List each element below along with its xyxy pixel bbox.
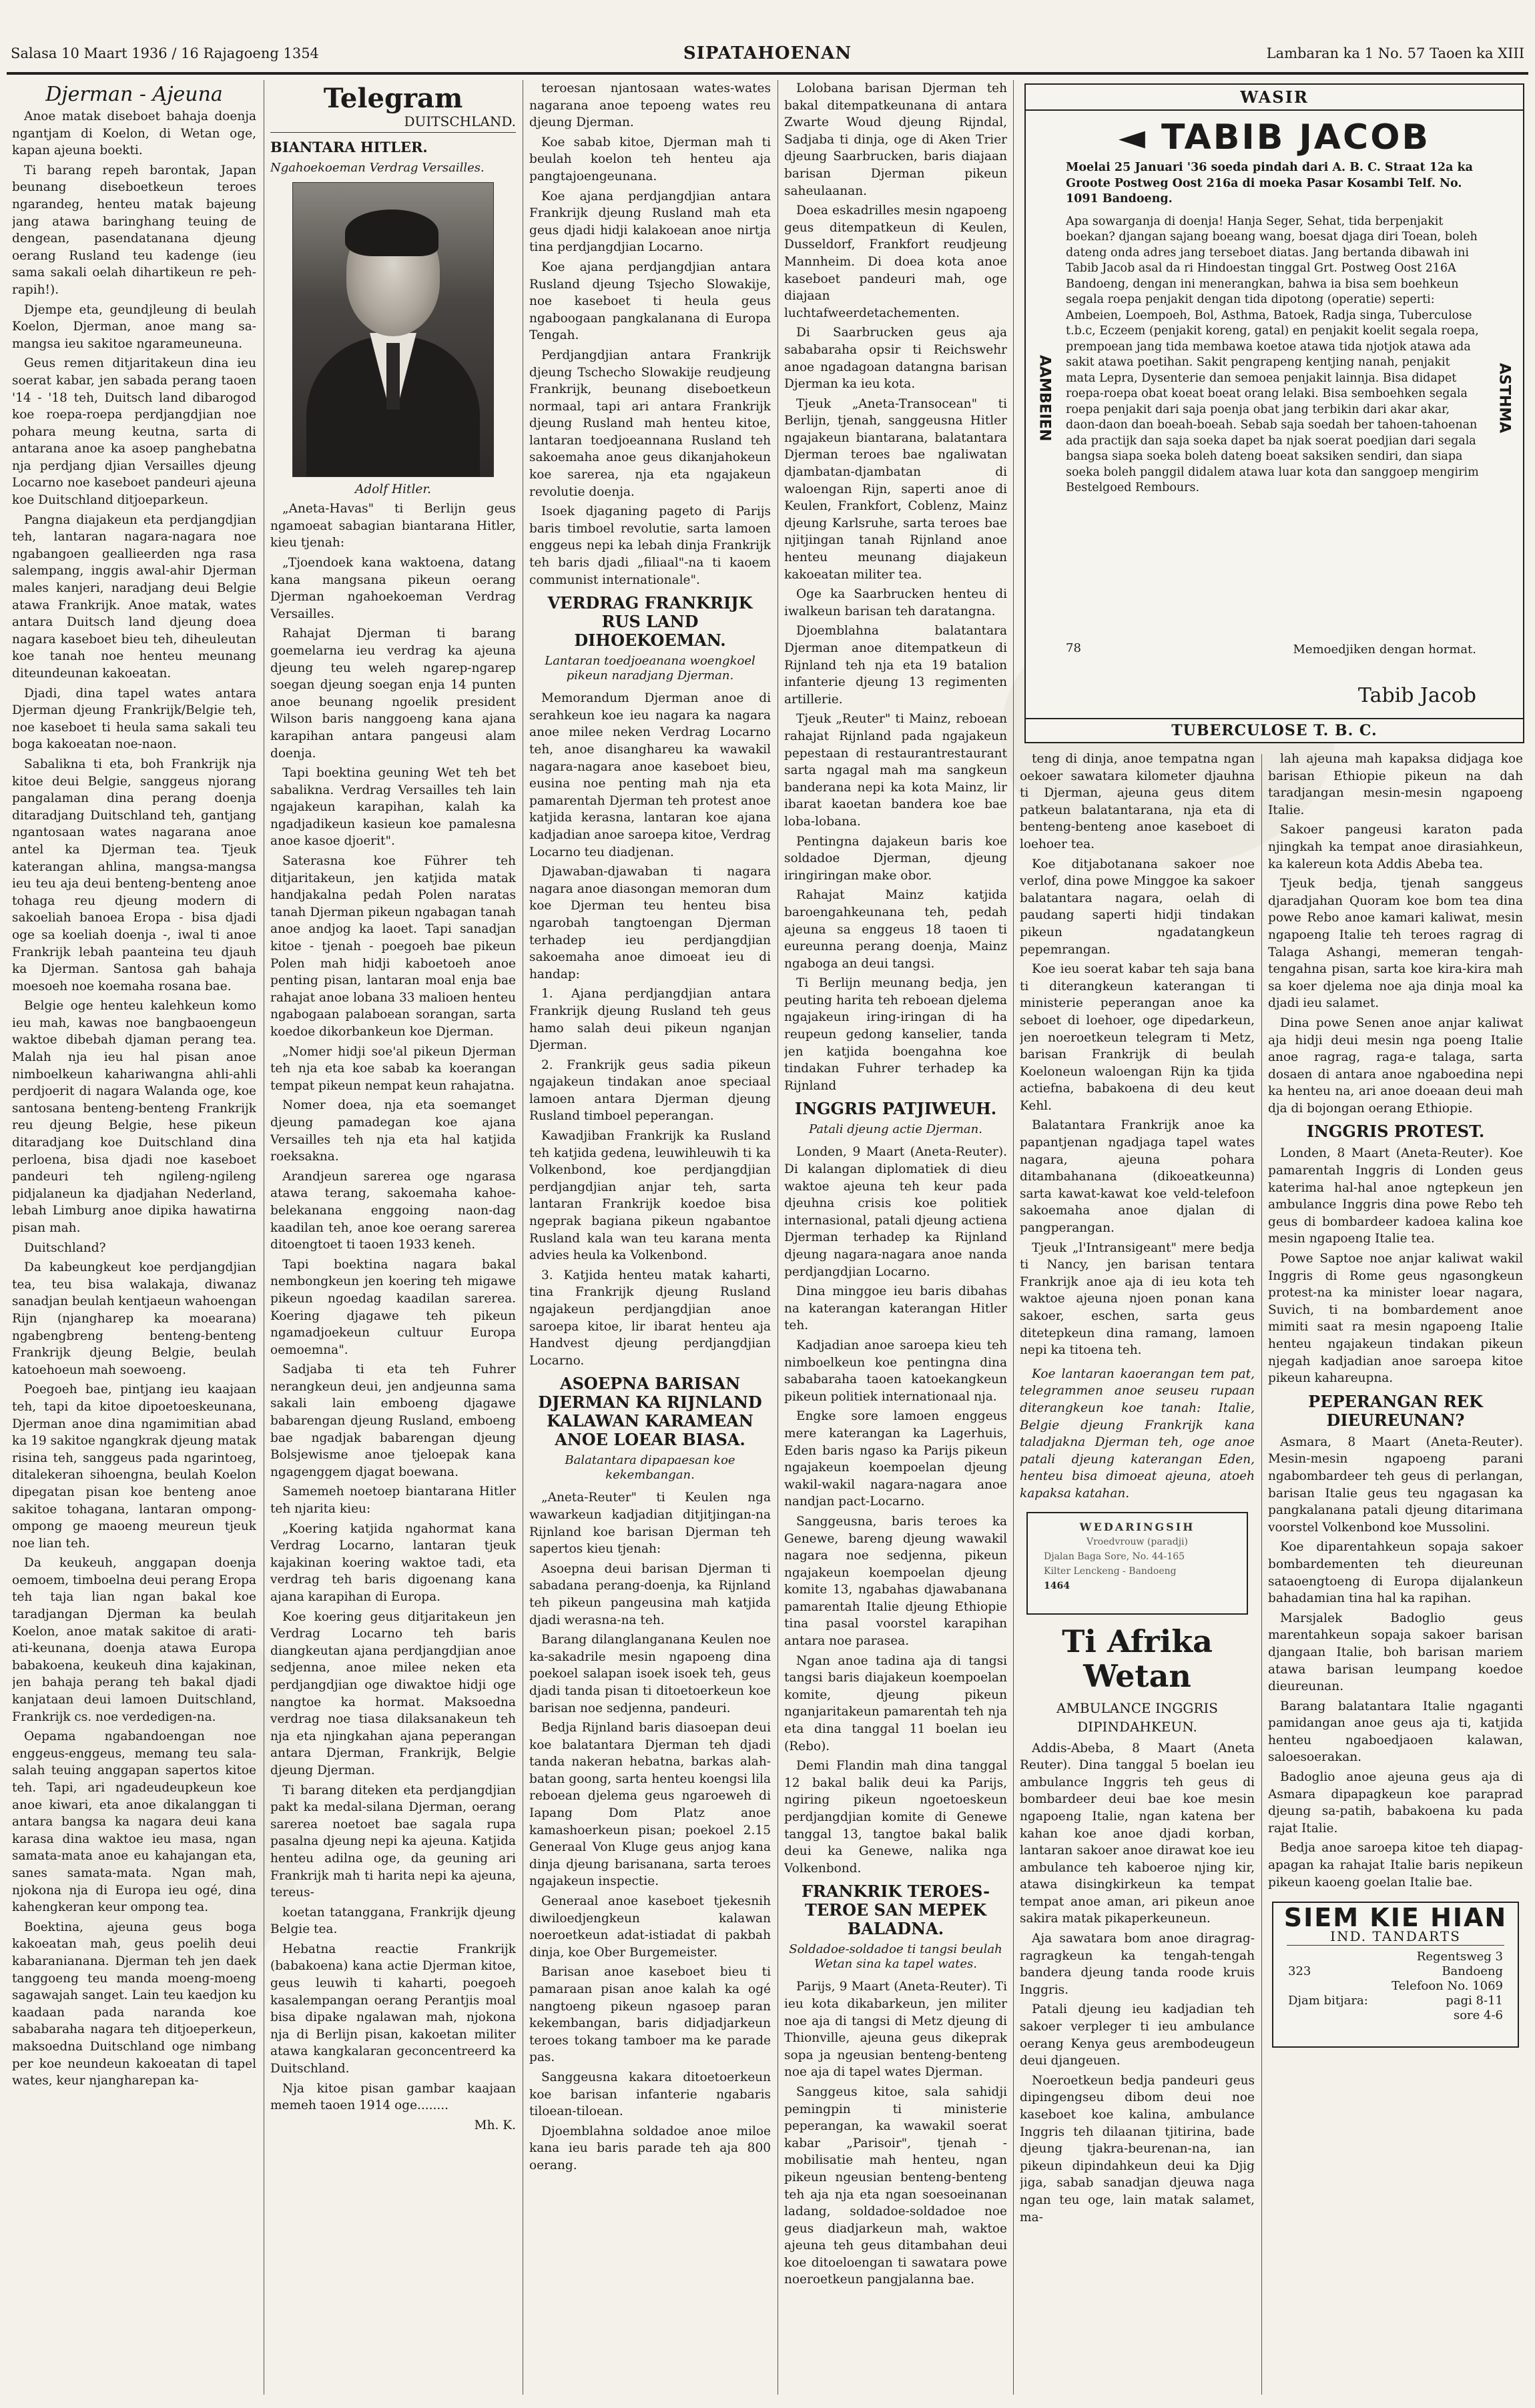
paragraph: Generaal anoe kaseboet tjekesnih diwiloedjengkeun kalawan noeroetkeun adat-istiadat di pakbah dinja, koe Ober Burgemeister. (529, 1894, 771, 1960)
article-body-afrika (1020, 1740, 1255, 2227)
telegram-heading: Telegram (323, 83, 463, 114)
article-title-inggris-patjiweuh: INGGRIS PATJIWEUH. (794, 1099, 997, 1119)
paragraph: Bedja anoe saroepa kitoe teh diapag-apagan ka rahajat Italie baris nepikeun pikeun kaoeng goelan Italie bae. (1268, 1841, 1523, 1890)
paragraph: Aja sawatara bom anoe diragrag-ragragkeun ka tengah-tengah bandera djeung tanda roode kruis Inggris. (1020, 1932, 1255, 1997)
paragraph: Koe ieu soerat kabar teh saja bana ti diterangkeun katerangan ti ministerie peperangan anoe ka seboet di loehoer, oge dipedarkeun, jen noeroetkeun telegram ti Metz, barisan Frankrijk di beulah Koeloneun waloengan Rijn ka tjida actiefna, babakoena di deu keut Kehl. (1020, 962, 1255, 1113)
paragraph: Sabalikna ti eta, boh Frankrijk nja kitoe deui Belgie, sanggeus njorang pangalaman dina perang doenja ditaradjang Duitschland teh, gantjang ngantosaan wates nagarana anoe antel ka Djerman tea. Tjeuk katerangan ahlina, mangsa-mangsa ieu teu aja deui benteng-benteng anoe tohaga reu djeung modern di sakoeliah banoea Eropa - bisa djadi oge sa koeliah doenja -, iwal ti anoe Frankrijk lebah paanteina teu djauh ka Djerman. Santosa gah bahaja moesoeh noe koemaha rosana bae. (12, 757, 256, 993)
article-subtitle-ambulance: AMBULANCE INGGRIS DIPINDAHKEUN. (1056, 1699, 1218, 1735)
paragraph: Da kabeungkeut koe perdjangdjian tea, teu bisa walakaja, diwanaz sanadjan beulah kentjaeun wahoengan Rijn (njangharep ka moearana) ngabengbreng benteng-benteng Frankrijk djeung Belgie, beulah katoehoeun mah soewoeng. (12, 1260, 256, 1377)
paragraph: Asmara, 8 Maart (Aneta-Reuter). Mesin-mesin ngapoeng parani ngabombardeer teh geus di perlangan, barisan Italie geus teu ngagasan ka pangkalanana patali djeung ditarimana voorstel Volkenbond koe Mussolini. (1268, 1435, 1523, 1535)
paragraph: Patali djeung ieu kadjadian teh sakoer verpleger ti ieu ambulance oerang Kenya geus arembodeugeun deui djangeuen. (1020, 2002, 1255, 2068)
paragraph: Hebatna reactie Frankrijk (babakoena) kana actie Djerman kitoe, geus leuwih ti kaharti, poegoeh kasalempangan oerang Perantjis moal bisa dipake ngalawan mah, njokona nja di Berlijn pisan, kakoetan militer atawa kangkalaran geconcentreerd ka Duitschland. (270, 1942, 516, 2076)
article-title-asoepna-barisan: ASOEPNA BARISAN DJERMAN KA RIJNLAND KALAWAN KARAMEAN ANOE LOEAR BIASA. (538, 1374, 762, 1450)
paragraph: Sakoer pangeusi karaton pada njingkah ka tempat anoe dirasiahkeun, ka kalereun kota Addis Abeba tea. (1268, 823, 1523, 871)
paragraph: Dina powe Senen anoe anjar kaliwat aja hidji deui mesin nga poeng Italie anoe ragrag, raga-e talaga, sarta dosaen di antara anoe ngaboedina nepi ka henteu na, ari anoe doeaan deui mah dja di bojongan oerang Ethiopie. (1268, 1016, 1523, 1116)
paragraph: Lolobana barisan Djerman teh bakal ditempatkeunana di antara Zwarte Woud djeung Rijndal, Sadjaba ti dinja, oge di Aken Trier djeung Saarbrucken, baris diajaan barisan Djerman pikeun saheulaanan. (784, 81, 1007, 198)
paragraph: Da keukeuh, anggapan doenja oemoem, timboelna deui perang Eropa teh taja lian ngan bakal koe taradjangan Djerman ka beulah Koelon, anoe matak sakitoe di arati-ati-keunana, doenja atawa Europa babakoena, keukeuh dina kajakinan, jen bahaja perang teh bakal djadi kanjataan deui lamoen Duitschland, Frankrijk cs. noe verdedigen-na. (12, 1556, 256, 1724)
paragraph: Koe diparentahkeun sopaja sakoer bombardementen teh dieureunan sataoengtoeng di Europa dijalankeun bahadamian tina hal ka rapihan. (1268, 1540, 1523, 1606)
ad-siem-city: Bandoeng (1442, 1964, 1503, 1979)
article-subtitle-verdrag: Lantaran toedjoeanana woengkoel pikeun naradjang Djerman. (545, 654, 755, 683)
paragraph: Ngan anoe tadina aja di tangsi tangsi baris diajakeun koempoelan komite, djeung pikeun nganjaritakeun pamarentah teh nja eta dina tanggal 11 boelan ieu (Rebo). (784, 1653, 1007, 1753)
author-signature: Mh. K. (474, 2118, 516, 2132)
paragraph: Nja kitoe pisan gambar kaajaan memeh taoen 1914 oge........ (270, 2081, 516, 2113)
paragraph: Djempe eta, geundjleung di beulah Koelon, Djerman, anoe mang sa-mangsa ieu sakitoe ngarameuneuna. (12, 302, 256, 351)
paragraph: Tapi boektina nagara bakal nembongkeun jen koering teh migawe pikeun ngoedag kaadilan sarerea. Koering djagawe teh pikeun ngamadjoekeun cultuur Europa oemoemna". (270, 1257, 516, 1357)
column-2 (270, 80, 516, 2395)
column-3 (529, 80, 771, 2395)
article-body-peperangan (1268, 1434, 1523, 1891)
column-1 (12, 80, 256, 2395)
paragraph: teng di dinja, anoe tempatna ngan oekoer sawatara kilometer djauhna ti Djerman, ajeuna geus ditem patkeun balatantarana, nja eta di benteng-benteng anoe kaseboet di loehoer tea. (1020, 752, 1255, 851)
paragraph: 2. Frankrijk geus sadia pikeun ngajakeun tindakan anoe speciaal lamoen antara Djerman djeung Rusland timboel peperangan. (529, 1058, 771, 1124)
paragraph: Ti Berlijn meunang bedja, jen peuting harita teh reboean djelema ngajakeun iring-iringan di ha reupeun gedong kanselier, tanda jen katjida boengahna koe tindakan Fuhrer terhadep ka Rijnland (784, 976, 1007, 1093)
ad-bottomline: TUBERCULOSE T. B. C. (1026, 718, 1523, 742)
paragraph: Tjeuk bedja, tjenah sanggeus djaradjahan Quoram koe bom tea dina powe Rebo anoe kamari kaliwat, mesin ngapoeng Italie teh teroes ragrag di Talaga Ashangi, memeran tengah-tengahna pisan, sarta koe kira-kira mah sa koer djelema noe aja dinja moal ka djadi ieu salamet. (1268, 877, 1523, 1011)
paragraph: Marsjalek Badoglio geus marentahkeun sopaja sakoer barisan djangaan Italie, boh barisan mariem atawa barisan leumpang koedoe dieureunan. (1268, 1611, 1523, 1694)
paragraph: Djawaban-djawaban ti nagara nagara anoe diasongan memoran dum koe Djerman teu henteu bisa ngarobah tangtoengan Djerman terhadep ieu perdjangdjian sakoemaha anoe dimoeat ieu di handap: (529, 865, 771, 981)
paragraph: Balatantara Frankrijk anoe ka papantjenan ngadjaga tapel wates nagara, ajeuna pohara ditambahanana (dikoeatkeunna) sarta kawat-kawat koe veld-telefoon sakoemaha anoe djalan di pangperangan. (1020, 1118, 1255, 1236)
column-5 (1020, 751, 1255, 2395)
ad-side-left: AAMBEIEN (1036, 355, 1053, 442)
paragraph: Sadjaba ti eta teh Fuhrer nerangkeun deui, jen andjeunna sama sakali lain emboeng djagawe babarengan djeung Rusland, emboeng bae ngadjak babarengan djeung Bolsjewisme anoe tjeloepak kana ngagenggem djagat boewana. (270, 1362, 516, 1479)
ad-weda-phone: 1464 (1044, 1580, 1070, 1591)
paragraph: Memorandum Djerman anoe di serahkeun koe ieu nagara ka nagara anoe milee neken Verdrag Locarno teh, anoe disanghareu ka wawakil nagara-nagara anoe kaseboet bieu, eusina noe penting mah nja eta pamarentah Djerman teh protest anoe katjida kerasna, lantaran koe ajana kadjadian anoe saroepa kitoe, Verdrag Locarno teu diadjenan. (529, 691, 771, 859)
issue-number: Lambaran ka 1 No. 57 Taoen ka XIII (1266, 45, 1524, 61)
paragraph: Powe Saptoe noe anjar kaliwat wakil Inggris di Rome geus ngasongkeun protest-na ka minister loear nagara, Suvich, ti na bombardement anoe mimiti saat ra mesin ngapoeng Italie henteu ngajakeun tindakan pikeun njegah kadjadian anoe saroepa kitoe pikeun kahareupna. (1268, 1252, 1523, 1386)
advertisement-tabib-jacob (1024, 83, 1524, 743)
ad-signature: Tabib Jacob (1357, 684, 1476, 707)
paragraph: Ti barang repeh barontak, Japan beunang diseboetkeun teroes ngarandeg, henteu matak bajeung jang atawa baringhang teuing de dengean, pasendatanana djeung oerang Rusland teu kadenge (ieu sama sakali oelah dihartikeun re peh-rapih!). (12, 163, 256, 297)
ad-siem-street: Regentsweg 3 (1416, 1950, 1503, 1964)
paragraph: Oepama ngabandoengan noe enggeus-enggeus, memang teu sala-salah teuing anggapan sapertos kitoe teh. Tapi, ari ngadeudeupkeun koe anoe kiwari, eta anoe dikalanggan ti antara bangsa ka nagara deui kana karasa dina waktoe ieu masa, ngan samata-mata anoe eu kahajangan eta, sanes samata-mata. Ngan mah, njokona nja di Europa ieu ogé, dina kahengkeran keur ompong tea. (12, 1729, 256, 1915)
paragraph: Kadjadian anoe saroepa kieu teh nimboelkeun koe pentingna dina sababaraha taoen katoekangkeun pikeun politiek internationaal nja. (784, 1338, 1007, 1404)
paragraph: Barisan anoe kaseboet bieu ti pamaraan pisan anoe kalah ka ogé nangtoeng pikeun ngasoep paran kekembangan, baris didjadjarkeun teroes tokang tamboer ma ke parade pas. (529, 1965, 771, 2065)
article-title-afrika-wetan: Ti Afrika Wetan (1062, 1623, 1213, 1694)
paragraph: 1. Ajana perdjangdjian antara Frankrijk djeung Rusland teh geus hamo salah deui pikeun nganjan Djerman. (529, 987, 771, 1053)
paragraph: teroesan njantosaan wates-wates nagarana anoe tepoeng wates reu djeung Djerman. (529, 81, 771, 130)
article-title-verdrag: VERDRAG FRANKRIJK RUS LAND DIHOEKOEMAN. (547, 593, 753, 651)
paragraph: Boektina, ajeuna geus boga kakoeatan mah, geus poelih deui kabaranianana. Djerman teh jen daek tanggoeng teu manda moeng-moeng sagawajah sanget. Lain teu kaedjon ku kaadaan pada naranda koe sababaraha nagara teh ditjoeperkeun, maksoedna Duitschland oge nimbang per koe neundeun kakoeatan di tapel wates, keur njangharepan ka- (12, 1920, 256, 2088)
article-title-peperangan: PEPERANGAN REK DIEUREUNAN? (1308, 1391, 1483, 1430)
paragraph: Kawadjiban Frankrijk ka Rusland teh katjida gedena, leuwihleuwih ti ka Volkenbond, koe perdjangdjian perdjangdjian anjar teh, sarta lantaran Frankrijk koedoe bisa ngeprak bagiana pikeun ngabantoe Rusland kala wan teu karana menta advies heula ka Volkenbond. (529, 1129, 771, 1263)
ad-weda-line2: Djalan Baga Sore, No. 44-165 (1044, 1551, 1185, 1562)
paragraph: Noeroetkeun bedja pandeuri geus dipingengseu dibom deui noe kaseboet koe kalina, ambulance Inggris teh dilaanan tjitirina, bade djeung tjakra-beurenan-na, ian pikeun dipindahkeun deui ka Djig jiga, sabab sanadjan djeuwa naga ngan teu oge, lain matak salamet, ma- (1020, 2073, 1255, 2225)
paragraph: Samemeh noetoep biantarana Hitler teh njarita kieu: (270, 1485, 516, 1517)
article-subtitle-inggris: Patali djeung actie Djerman. (809, 1122, 982, 1137)
ad-body: Apa sowarganja di doenja! Hanja Seger, Sehat, tida berpenjakit boekan? djangan sajang boeang wang, boesat djaga diri Toean, boleh dateng onda adres jang terseboet diatas. Jang bertanda dibawah ini Tabib Jacob asal da ri Hindoestan tinggal Grt. Postweg Oost 216A Bandoeng, dengan ini menerangkan, bahwa ia bisa sem boehkeun segala roepa penjakit dengan tida dipotong (operatie) seperti: Ambeien, Loempoeh, Bol, Asthma, Batoek, Radja singa, Tuberculose t.b.c, Eczeem (penjakit koreng, gatal) en penjakit koelit segala roepa, prempoean jang tida membawa koetoe atawa tida njotjok atawa ada sakit atawa poetihan. Sakit pengrapeng kentjing nanah, penjakit mata Lepra, Dysenterie dan semoea penjakit lainnja. Bisa didapet roepa-roepa obat koeat boeat orang lelaki. Bisa semboehken segala roepa penjakit dari saja poenja obat jang terbikin dari akar akar, daon-daon dan boeah-boeah. Sebab saja soedah ber tahoen-tahoenan ada practijk dan saja soeka dapet ba njak soerat poedjian dari segala bangsa siapa soeka boleh dateng boeat saksiken sendiri, dan siapa soeka boleh panggil didalem atawa luar kota dan sanggoep mengirim Bestelgoed Rembours. (1066, 214, 1479, 494)
paragraph: Koe koering geus ditjaritakeun jen Verdrag Locarno teh baris diangkeutan ajana perdjangdjian anoe sedjenna, anoe milee neken eta perdjangdjian oge diwaktoe hidji oge nangtoe ka hormat. Maksoedna verdrag noe tiasa dilaksanakeun teh nja eta njingkahan ajana peperangan antara Djerman, Frankrijk, Belgie djeung Djerman. (270, 1609, 516, 1777)
ad-weda-line3: Kilter Lenckeng - Bandoeng (1044, 1565, 1177, 1577)
paragraph: Engke sore lamoen enggeus mere katerangan ka Lagerhuis, Eden baris ngaso ka Parijs pikeun ngajakeun koempoelan djeung wakil-wakil nagara-nagara anoe nandjan pact-Locarno. (784, 1409, 1007, 1509)
paragraph: Duitschland? (24, 1240, 106, 1255)
article-body-rijnland (784, 80, 1007, 1094)
article-title-djerman-ajeuna: Djerman - Ajeuna (45, 83, 223, 106)
editor-note: Koe lantaran kaoerangan tem pat, telegrammen anoe seuseu rupaan diterangkeun koe tanah: Italie, Belgie djeung Frankrijk kana taladjakna Djerman teh, oge anoe patali djeung katerangan Eden, henteu bisa dimoeat ajeuna, atoeh kapaksa katahan. (1020, 1366, 1255, 1501)
paragraph: Pentingna dajakeun baris koe soldadoe Djerman, djeung iringiringan make obor. (784, 834, 1007, 883)
paragraph: Ti barang diteken eta perdjangdjian pakt ka medal-silana Djerman, oerang sarerea noetoet bae sagala rupa pasalna djeung nepi ka ajeuna. Katjida henteu adilna oge, da geuning ari Frankrijk mah ti harita nepi ka ajeuna, tereus- (270, 1783, 516, 1900)
article-body-frankrik (784, 1978, 1007, 2289)
paragraph: Di Saarbrucken geus aja sababaraha opsir ti Reichswehr anoe ngadagoan datangna barisan Djerman ka ieu kota. (784, 326, 1007, 392)
paragraph: lah ajeuna mah kapaksa didjaga koe barisan Ethiopie pikeun na dah taradjangan mesin-mesin ngapoeng Italie. (1268, 752, 1523, 817)
article-body-inggris-protest (1268, 1145, 1523, 1386)
ad-weda-line1: Vroedvrouw (paradji) (1086, 1536, 1188, 1547)
column-6 (1268, 751, 1523, 2395)
ad-siem-number: 323 (1288, 1964, 1311, 1979)
paragraph: „Tjoendoek kana waktoena, datang kana mangsana pikeun oerang Djerman ngahoekoeman Verdrag Versailles. (270, 555, 516, 621)
paragraph: Sanggeusna kakara ditoetoerkeun koe barisan infanterie ngabaris tiloean-tiloean. (529, 2070, 771, 2119)
paragraph: Dina minggoe ieu baris dibahas na katerangan katerangan Hitler teh. (784, 1284, 1007, 1333)
masthead (7, 35, 1528, 75)
advertisement-siem-kie-hian (1272, 1902, 1519, 2048)
ad-siem-hours-label: Djam bitjara: (1288, 1994, 1368, 2008)
paragraph: Djadi, dina tapel wates antara Djerman djeung Frankrijk/Belgie teh, noe kaseboet ti heula sama sakali teu boga kakoeatan noe-naon. (12, 686, 256, 752)
paragraph: Djoemblahna soldadoe anoe miloe kana ieu baris parade teh aja 800 oerang. (529, 2124, 771, 2172)
paragraph: Asoepna deui barisan Djerman ti sabadana perang-doenja, ka Rijnland teh pikeun pangeusina mah katjida djadi werasna-na teh. (529, 1561, 771, 1627)
paragraph: Perdjangdjian antara Frankrijk djeung Tschecho Slowakije reudjeung Frankrijk, beunang diseboetkeun normaal, tapi ari antara Frankrijk djeung Rusland mah henteu kitoe, lantaran toedjoeannana Rusland teh sakoemaha anoe geus dikanjahokeun koe sarerea, nja eta ngajakeun revolutie doenja. (529, 348, 771, 499)
paragraph: Addis-Abeba, 8 Maart (Aneta Reuter). Dina tanggal 5 boelan ieu ambulance Inggris teh geus di bombardeer deui bae koe mesin ngapoeng Italie, ngan katena ber kahan koe anoe djadi korban, lantaran sakoer anoe dirawat koe ieu ambulance teh kaboeroe njing kir, atawa disingkirkeun ka tempat tempat anoe aman, ari pikeun anoe sakira matak pikaperkeuneun. (1020, 1741, 1255, 1926)
paragraph: Demi Flandin mah dina tanggal 12 bakal balik deui ka Parijs, ngiring pikeun ngoetoeskeun perdjangdjian komite di Genewe tanggal 13, tangtoe bakal balik deui ka Genewe, nalika nga Volkenbond. (784, 1759, 1007, 1876)
paragraph: Nomer doea, nja eta soemanget djeung pamadegan koe ajana Versailles teh nja eta hal katjida roeksakna. (270, 1098, 516, 1164)
ad-siem-hours2: sore 4-6 (1453, 2008, 1503, 2023)
paragraph: Belgie oge henteu kalehkeun komo ieu mah, kawas noe bangbaoengeun waktoe dibebah djaman perang tea. Malah nja ieu hal pisan anoe nimboelkeun kahariwangna ahli-ahli perdjoerit di nagara Walanda oge, koe santosana benteng-benteng Frankrijk reu djeung Belgie, hese pikeun ditaradjang koe Duitschland dina perloena, bisa djadi noe kaseboet pandeuri teh ngileng-ngileng pidjalaneun ka djadjahan Nederland, lebah Limburg anoe dipika hawatirna pisan mah. (12, 999, 256, 1235)
hitler-portrait-photo (292, 182, 494, 477)
ad-siem-name: SIEM KIE HIAN (1283, 1903, 1508, 1933)
paragraph: Londen, 8 Maart (Aneta-Reuter). Koe pamarentah Inggris di Londen geus katerima hal-hal anoe ngtepkeun jen ambulance Inggris dina powe Rebo teh geus di bombardeer kadoea kalina koe mesin ngapoeng Italie tea. (1268, 1146, 1523, 1246)
article-body-continued (529, 80, 771, 588)
paragraph: Londen, 9 Maart (Aneta-Reuter). Di kalangan diplomatiek di dieu waktoe ajeuna teh keur pada djeuhna crisis koe politiek internasional, patali djeung actiena Djerman terhadep ka Rijnland djeung nagara-nagara anoe nanda perdjangdjian Locarno. (784, 1145, 1007, 1279)
advertisement-wedaringsih (1026, 1512, 1248, 1615)
paragraph: Tjeuk „Aneta-Transocean" ti Berlijn, tjenah, sanggeusna Hitler ngajakeun biantarana, balatantara Djerman teroes bae ngaliwatan djambatan-djambatan di waloengan Rijn, saperti anoe di Keulen, Frankfort, Coblenz, Mainz djeung Karlsruhe, sarta teroes bae njitjingan tanah Rijnland anoe henteu meunang diajakeun kakoeatan militer tea. (784, 396, 1007, 582)
issue-date: Salasa 10 Maart 1936 / 16 Rajagoeng 1354 (11, 45, 319, 61)
article-title-inggris-protest: INGGRIS PROTEST. (1306, 1122, 1485, 1142)
ad-memo: Memoedjiken dengan hormat. (1293, 643, 1476, 657)
newspaper-title: SIPATAHOENAN (683, 43, 852, 63)
paragraph: 3. Katjida henteu matak kaharti, tina Frankrijk djeung Rusland ngajakeun perdjangdjian anoe saroepa kitoe, lir ibarat henteu aja Handvest djeung perdjangdjian Locarno. (529, 1268, 771, 1368)
paragraph: Koe ajana perdjangdjian antara Frankrijk djeung Rusland mah eta geus djadi hidji kalakoean anoe nirtja tina perdjangdjian Locarno. (529, 189, 771, 255)
paragraph: Koe ditjabotanana sakoer noe verlof, dina powe Minggoe ka sakoer balatantara nagara, oelah di paudang saperti hidji tindakan pikeun ngadatangkeun pepemrangan. (1020, 857, 1255, 957)
ad-side-right: ASTHMA (1496, 363, 1513, 434)
article-subtitle-hitler: Ngahoekoeman Verdrag Versailles. (270, 160, 485, 175)
paragraph: Pangna diajakeun eta perdjangdjian teh, lantaran nagara-nagara noe ngabangoen geallieerden nga rasa salempang, inggis awal-ahir Djerman males kanjeri, naradjang deui Belgie atawa Frankrijk. Anoe matak, wates antara Duitsch land djeung doea nagara kaseboet bieu teh, diheuleutan koe tanah noe henteu meunang diteundeunan kakoeatan. (12, 512, 256, 681)
photo-caption: Adolf Hitler. (354, 482, 432, 496)
article-body-afrika-continued (1268, 751, 1523, 1117)
paragraph: Rahajat Mainz katjida baroengahkeunana teh, pedah ajeuna sa enggeus 18 taoen ti eureunna perang doenja, Mainz ngaboga an deui tangsi. (784, 888, 1007, 971)
ad-siem-hours1: pagi 8-11 (1446, 1994, 1503, 2008)
ad-siem-sub: IND. TANDARTS (1287, 1928, 1504, 1946)
article-body-djerman-ajeuna (12, 108, 256, 2090)
article-title-biantara-hitler: BIANTARA HITLER. (270, 138, 428, 155)
paragraph: Rahajat Djerman ti barang goemelarna ieu verdrag ka ajeuna djeung teu weleh ngarep-ngarep soegan djeung soegan enja 14 punten anoe beunang ngoelik president Wilson baris nanggoeng kana ajana karapihan antara pangeusi alam doenja. (270, 627, 516, 761)
paragraph: Poegoeh bae, pintjang ieu kaajaan teh, tapi da kitoe dipoetoeskeunana, Djerman anoe dina ngamimitian abad ka 19 sakitoe ngangkrak djeung matak risina teh, sanggeus pada ngarintoeg, ditalekeran sihoengna, beulah Koelon dipegatan pisan koe benteng anoe sakitoe tohagana, lantaran ompong-ompong ge maoeng meureun tjeuk noe lian teh. (12, 1382, 256, 1551)
paragraph: Badoglio anoe ajeuna geus aja di Asmara dipapagkeun koe paraprad djeung sa-patih, babakoena ku pada rajat Italie. (1268, 1770, 1523, 1836)
paragraph: Tapi boektina geuning Wet teh bet sabalikna. Verdrag Versailles teh lain ngajakeun karapihan, kalah ka ngadjadikeun kasieun koe pamalesna anoe kasoe djoerit". (270, 766, 516, 849)
ad-weda-title: WEDARINGSIH (1079, 1520, 1195, 1533)
paragraph: „Aneta-Reuter" ti Keulen nga wawarkeun kadjadian ditjitjingan-na Rijnland koe barisan Djerman teh sapertos kieu tjenah: (529, 1491, 771, 1557)
telegram-country: DUITSCHLAND. (270, 113, 516, 133)
article-subtitle-asoepna: Balatantara dipapaesan koe kekembangan. (565, 1453, 735, 1483)
paragraph: Djoemblahna balatantara Djerman anoe ditempatkeun di Rijnland teh nja eta 19 batalion infanterie djeung 13 regimenten artillerie. (784, 624, 1007, 707)
article-body-frankrik-continued (1020, 751, 1255, 1359)
paragraph: Geus remen ditjaritakeun dina ieu soerat kabar, jen sabada perang taoen '14 - '18 teh, Duitsch land dibarogod koe roepa-roepa perdjangdjian noe pohara meung keutna, sarta di antarana anoe ka asoep panghebatna nja perdjang djian Versailles djeung Locarno noe kaseboet pandeuri ajeuna koe Duitschland ditjoeparkeun. (12, 356, 256, 508)
paragraph: Tjeuk „l'Intransigeant" mere bedja ti Nancy, jen barisan tentara Frankrijk anoe aja di ieu kota teh waktoe ajeuna njoen ponan kana sakoer, eschen, sarta geus ditetepkeun dina ramang, lamoen nepi ka titoena teh. (1020, 1240, 1255, 1358)
paragraph: Barang balatantara Italie ngaganti pamidangan anoe geus aja ti, katjida henteu ngaboedjaoen kalawan, saloesoerakan. (1268, 1699, 1523, 1765)
paragraph: Arandjeun sarerea oge ngarasa atawa terang, sakoemaha kahoe-belekanana enggoing naon-dag kaadilan teh, anoe koe oerang sarerea ditoengtoet ti taoen 1933 keneh. (270, 1169, 516, 1252)
paragraph: Anoe matak diseboet bahaja doenja ngantjam di Koelon, di Wetan oge, kapan ajeuna boekti. (12, 109, 256, 158)
paragraph: Sanggeusna, baris teroes ka Genewe, bareng djeung wawakil nagara noe sedjenna, pikeun ngajakeun koempoelan djeung komite 13, ngabahas djawabanana pamarentah Italie djeung Ethiopie tina pasal voorstel karapihan antara noe parasea. (784, 1514, 1007, 1649)
paragraph: „Aneta-Havas" ti Berlijn geus ngamoeat sabagian biantarana Hitler, kieu tjenah: (270, 502, 516, 550)
paragraph: Koe sabab kitoe, Djerman mah ti beulah koelon teh henteu aja pangtajoengeunana. (529, 135, 771, 183)
paragraph: Sanggeus kitoe, sala sahidji pemingpin ti ministerie peperangan, ka wawakil soerat kabar „Parisoir", tjenah - mobilisatie mah henteu, ngan pikeun ngeusian benteng-benteng teh aja nja eta ngan soesoeinanan ladang, soldadoe-soldadoe noe geus diadjarkeun mah, waktoe ajeuna teh geus ditambahan deui koe ditoeloengan ti sawatara powe noeroetkeun pangjalanna bae. (784, 2084, 1007, 2287)
article-subtitle-frankrik: Soldadoe-soldadoe ti tangsi beulah Wetan sina ka tapel wates. (789, 1942, 1002, 1972)
paragraph: „Koering katjida ngahormat kana Verdrag Locarno, lantaran tjeuk kajakinan koering waktoe tadi, eta verdrag teh baris digoenang kana ajana karapihan di Europa. (270, 1521, 516, 1604)
paragraph: Barang dilanglanganana Keulen noe ka-sakadrile mesin ngapoeng dina poekoel salapan isoek isoek teh, geus djadi tanda pisan ti ditoetoerkeun koe barisan noe sedjenna, pandeuri. (529, 1633, 771, 1715)
ad-brand: ◄ TABIB JACOB (1118, 117, 1431, 157)
ad-siem-phone: Telefoon No. 1069 (1392, 1979, 1503, 1994)
ad-address: Moelai 25 Januari '36 soeda pindah dari A. B. C. Straat 12a ka Groote Postweg Oost 216a di moeka Pasar Kosambi Telf. No. 1091 Bandoeng. (1066, 161, 1473, 206)
article-body-inggris (784, 1144, 1007, 1877)
ad-topline: WASIR (1026, 85, 1523, 111)
article-body-hitler (270, 500, 516, 2114)
article-body-asoepna (529, 1489, 771, 2174)
ad-number: 78 (1066, 641, 1081, 655)
article-body-verdrag (529, 690, 771, 1369)
paragraph: Doea eskadrilles mesin ngapoeng geus ditempatkeun di Keulen, Dusseldorf, Frankfort reudjeung Mannheim. Di doea kota anoe kaseboet pandeuri mah, oge diajaan luchtafweerdetachementen. (784, 204, 1007, 320)
paragraph: „Nomer hidji soe'al pikeun Djerman teh nja eta koe sabab ka koerangan tempat pikeun nempat keun rahajatna. (270, 1044, 516, 1093)
paragraph: Tjeuk „Reuter" ti Mainz, reboean rahajat Rijnland pada ngajakeun pepestaan di restaurantrestaurant sarta ngagal mah ma sangkeun banderana nepi ka kota Mainz, lir ibarat kaoetan bandera koe bae loba-lobana. (784, 712, 1007, 829)
paragraph: koetan tatanggana, Frankrijk djeung Belgie tea. (270, 1905, 516, 1937)
paragraph: Oge ka Saarbrucken henteu di iwalkeun barisan teh daratangna. (784, 587, 1007, 619)
column-4 (784, 80, 1007, 2395)
paragraph: Bedja Rijnland baris diasoepan deui koe balatantara Djerman teh djadi tanda nakeran hebatna, barkas alah-batan goong, sarta henteu koengsi lila reboean djelema geus ngaroeweh di Iapang Dom Platz anoe kamashoerkeun pisan; poekoel 2.15 Generaal Von Kluge geus anjog kana dinja djeung barisanana, sarta teroes ngajakeun inspectie. (529, 1721, 771, 1889)
article-title-frankrik: FRANKRIK TEROES-TEROE SAN MEPEK BALADNA. (801, 1882, 990, 1939)
paragraph: Koe ajana perdjangdjian antara Rusland djeung Tsjecho Slowakije, noe kaseboet ti heula geus ngaboogaan pangkalanana di Europa Tengah. (529, 260, 771, 343)
paragraph: Parijs, 9 Maart (Aneta-Reuter). Ti ieu kota dikabarkeun, jen militer noe aja di tangsi di Metz djeung di Thionville, ajeuna geus dikeprak sopa ja ngeusian benteng-benteng noe aja di tapel wates Djerman. (784, 1980, 1007, 2080)
paragraph: Saterasna koe Führer teh ditjaritakeun, jen katjida matak handjakalna pedah Polen naratas tanah Djerman pikeun ngabagan tanah anoe andjog ka laoet. Tapi sanadjan kitoe - tjenah - poegoeh bae pikeun Polen mah hidji kaboetoeh anoe penting pisan, lantaran moal enja bae rahajat anoe lobana 33 malioen henteu ngabogaan palaboean sorangan, sarta koedoe dikorbankeun koe Djerman. (270, 854, 516, 1039)
paragraph: Isoek djaganing pageto di Parijs baris timboel revolutie, sarta lamoen enggeus nepi ka lebah dinja Frankrijk teh baris djadi „filiaal"-na ti kaoem communist internationale". (529, 504, 771, 587)
